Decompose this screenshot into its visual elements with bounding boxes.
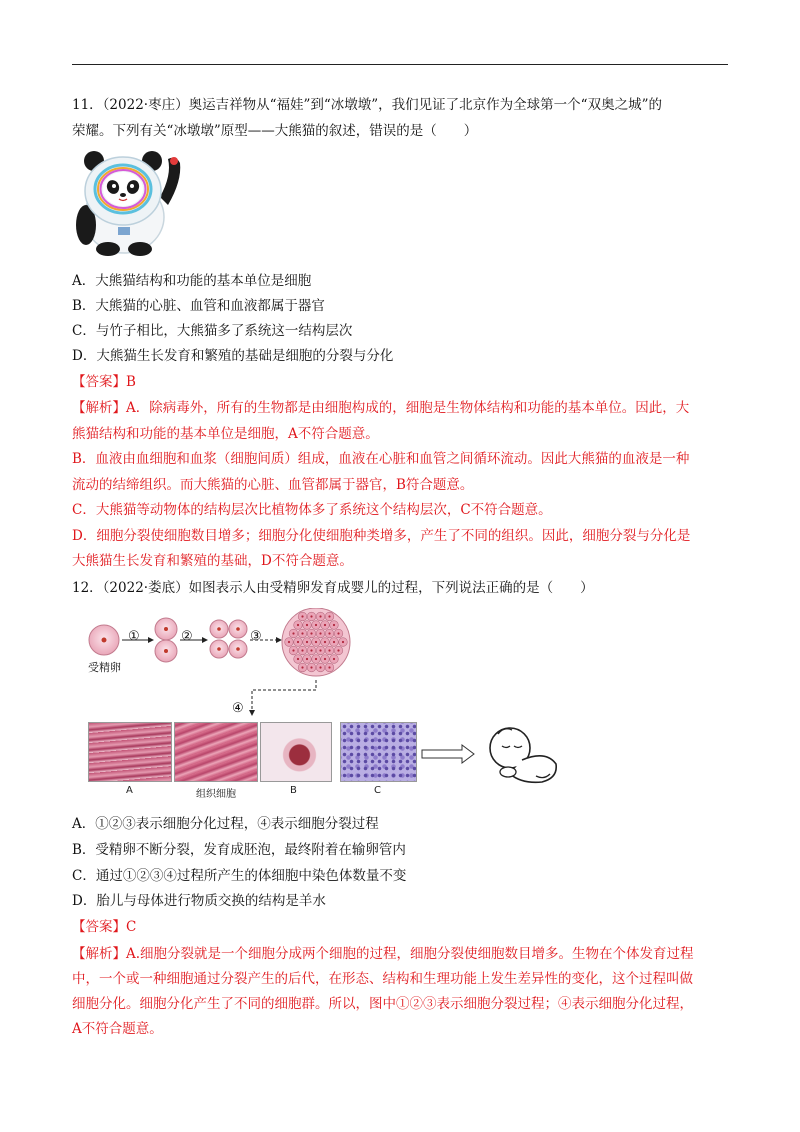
tissue-image-muscle xyxy=(174,722,258,782)
morula-cell-nucleus xyxy=(328,649,330,651)
morula-cell-nucleus xyxy=(301,649,303,651)
morula-cell-nucleus xyxy=(310,666,312,668)
morula-cell-nucleus xyxy=(292,632,294,634)
morula-cell-nucleus xyxy=(337,649,339,651)
morula-cell-nucleus xyxy=(324,624,326,626)
tissue-label-b: B xyxy=(290,785,297,796)
q12-option-d: D．胎儿与母体进行物质交换的结构是羊水 xyxy=(72,893,326,909)
morula-cell-nucleus xyxy=(333,641,335,643)
q11-analysis-line4: 流动的结缔组织。而大熊猫的心脏、血管都属于器官，B符合题意。 xyxy=(72,477,474,493)
morula-cell-nucleus xyxy=(315,658,317,660)
morula-cell-nucleus xyxy=(297,641,299,643)
q11-option-c: C．与竹子相比，大熊猫多了系统这一结构层次 xyxy=(72,323,353,339)
bing-dwen-dwen-mascot-image xyxy=(68,145,200,257)
morula-cell-nucleus xyxy=(297,658,299,660)
q12-analysis-line1: 【解析】A.细胞分裂就是一个细胞分成两个细胞的过程，细胞分裂使细胞数目增多。生物在个体发育过程 xyxy=(72,946,694,962)
tissue-image-a xyxy=(88,722,172,782)
q11-analysis-line7: 大熊猫生长发育和繁殖的基础，D不符合题意。 xyxy=(72,553,353,569)
step-2-label: ② xyxy=(181,629,193,644)
q11-analysis-line6: D．细胞分裂使细胞数目增多；细胞分化使细胞种类增多，产生了不同的组织。因此，细胞分裂与分化是 xyxy=(72,528,691,544)
header-rule xyxy=(72,64,728,65)
q12-answer: 【答案】C xyxy=(72,919,137,935)
morula-cell-nucleus xyxy=(333,658,335,660)
q12-option-c: C．通过①②③④过程所产生的体细胞中染色体数量不变 xyxy=(72,868,407,884)
morula-cell-nucleus xyxy=(319,649,321,651)
morula-cell-nucleus xyxy=(319,615,321,617)
q12-option-b: B．受精卵不断分裂，发育成胚泡，最终附着在输卵管内 xyxy=(72,842,406,858)
tissue-label-a: A xyxy=(126,785,133,796)
morula-cell-nucleus xyxy=(301,632,303,634)
morula-cell-nucleus xyxy=(319,632,321,634)
step-3-label: ③ xyxy=(250,629,262,644)
q11-option-a: A．大熊猫结构和功能的基本单位是细胞 xyxy=(72,273,312,289)
morula-cell-nucleus xyxy=(306,658,308,660)
hollow-arrow-icon xyxy=(422,745,474,763)
q11-analysis-line2: 熊猫结构和功能的基本单位是细胞，A不符合题意。 xyxy=(72,426,379,442)
morula-cell-nucleus xyxy=(333,624,335,626)
morula-cell-nucleus xyxy=(288,641,290,643)
morula-cell-nucleus xyxy=(297,624,299,626)
q11-stem-line2: 荣耀。下列有关“冰墩墩”原型——大熊猫的叙述，错误的是（ ） xyxy=(72,123,478,139)
morula-cell-nucleus xyxy=(342,641,344,643)
morula-cell-nucleus xyxy=(301,666,303,668)
morula-cell-nucleus xyxy=(328,666,330,668)
tissue-label-muscle: 组织细胞 xyxy=(196,789,236,800)
morula-cell-nucleus xyxy=(319,666,321,668)
morula-cell-nucleus xyxy=(292,649,294,651)
step-1-label: ① xyxy=(128,629,140,644)
morula-cell-nucleus xyxy=(306,641,308,643)
q11-option-d: D．大熊猫生长发育和繁殖的基础是细胞的分裂与分化 xyxy=(72,348,394,364)
q11-option-b: B．大熊猫的心脏、血管和血液都属于器官 xyxy=(72,298,325,314)
morula-cell-nucleus xyxy=(328,615,330,617)
morula-cell-nucleus xyxy=(306,624,308,626)
step-4-label: ④ xyxy=(232,701,244,716)
morula-cell-nucleus xyxy=(310,632,312,634)
q12-analysis-line4: A不符合题意。 xyxy=(72,1021,163,1037)
morula-cell-nucleus xyxy=(324,641,326,643)
q11-analysis-line3: B．血液由血细胞和血浆（细胞间质）组成，血液在心脏和血管之间循环流动。因此大熊猫的血液是一种 xyxy=(72,451,690,467)
q11-answer: 【答案】B xyxy=(72,374,136,390)
q11-stem-line1: 11．（2022·枣庄）奥运吉祥物从“福娃”到“冰墩墩”，我们见证了北京作为全球第一个“双奥之城”的 xyxy=(72,97,662,113)
q12-stem: 12．（2022·娄底）如图表示人由受精卵发育成婴儿的过程，下列说法正确的是（ ） xyxy=(72,580,594,596)
morula-cell-nucleus xyxy=(310,615,312,617)
q12-analysis-line2: 中，一个或一种细胞通过分裂产生的后代，在形态、结构和生理功能上发生差异性的变化，这个过程叫做 xyxy=(72,971,693,987)
morula-cell-nucleus xyxy=(315,624,317,626)
morula-cell-nucleus xyxy=(315,641,317,643)
morula-cell-nucleus xyxy=(324,658,326,660)
tissue-label-c: C xyxy=(374,785,381,796)
q12-analysis-line3: 细胞分化。细胞分化产生了不同的细胞群。所以，图中①②③表示细胞分裂过程；④表示细胞分化过程， xyxy=(72,996,693,1012)
morula-cell-nucleus xyxy=(301,615,303,617)
zygote-label: 受精卵 xyxy=(88,661,121,674)
tissue-image-c xyxy=(340,722,417,782)
tissue-image-b xyxy=(260,722,332,782)
baby-illustration xyxy=(418,720,568,790)
q12-option-a: A．①②③表示细胞分化过程，④表示细胞分裂过程 xyxy=(72,816,379,832)
q11-analysis-line1: 【解析】A．除病毒外，所有的生物都是由细胞构成的，细胞是生物体结构和功能的基本单位。因此，大 xyxy=(72,400,690,416)
q11-analysis-line5: C．大熊猫等动物体的结构层次比植物体多了系统这个结构层次，C不符合题意。 xyxy=(72,502,552,518)
morula-cell-nucleus xyxy=(328,632,330,634)
morula-cell-nucleus xyxy=(310,649,312,651)
morula-cell-nucleus xyxy=(337,632,339,634)
